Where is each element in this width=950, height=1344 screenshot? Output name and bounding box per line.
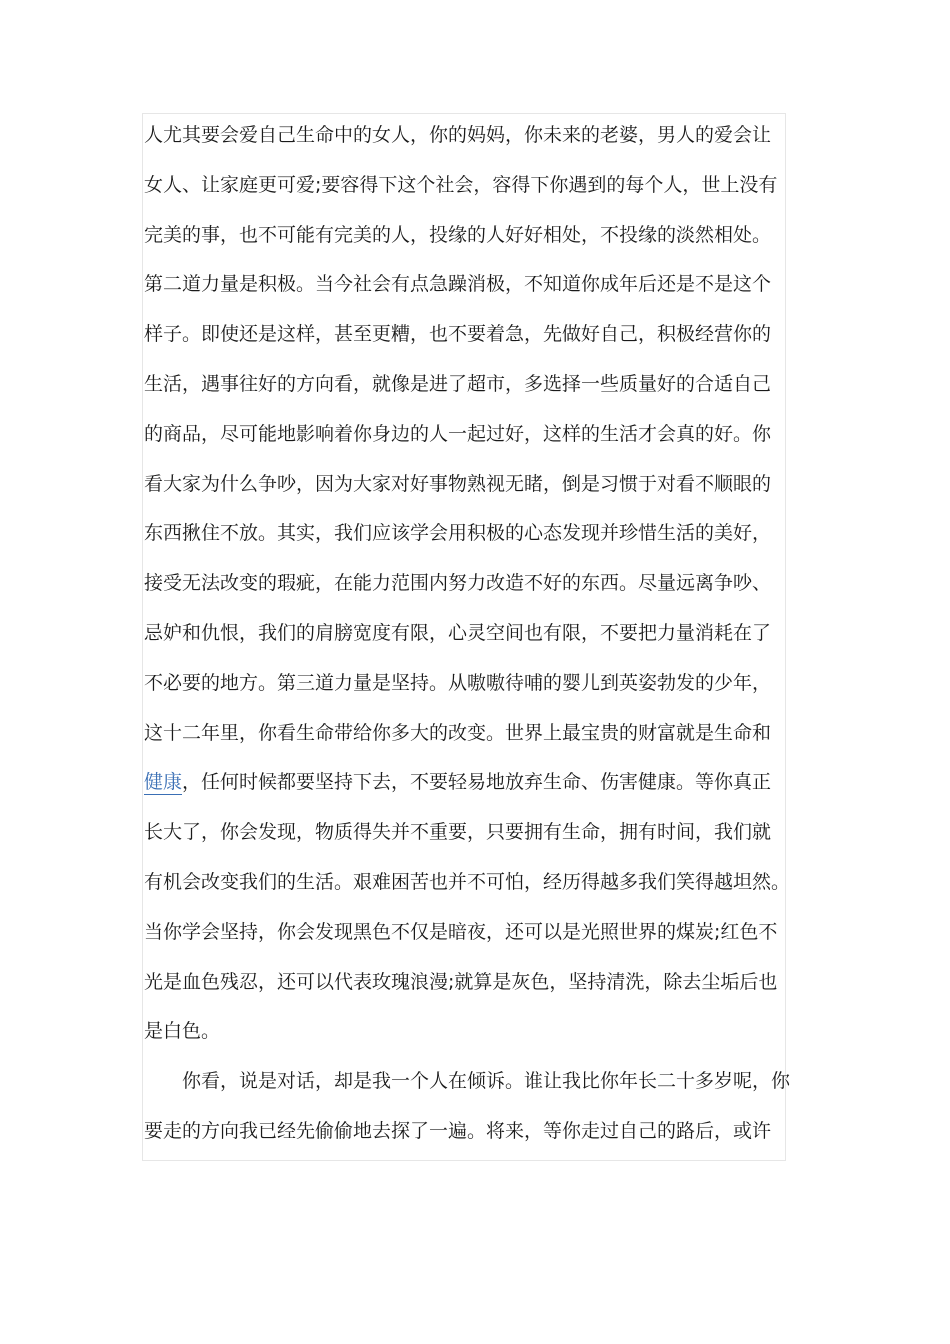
- text-line: 忌妒和仇恨，我们的肩膀宽度有限，心灵空间也有限，不要把力量消耗在了: [144, 621, 772, 644]
- text-line: 的商品，尽可能地影响着你身边的人一起过好，这样的生活才会真的好。你: [144, 422, 772, 445]
- text-line: 完美的事，也不可能有完美的人，投缘的人好好相处，不投缘的淡然相处。: [144, 223, 772, 246]
- text-line-rest: ，任何时候都要坚持下去，不要轻易地放弃生命、伤害健康。等你真正: [182, 771, 772, 794]
- health-link[interactable]: 健康: [144, 771, 183, 794]
- text-line-with-link: [144, 758, 784, 808]
- text-line: 第二道力量是积极。当今社会有点急躁消极，不知道你成年后还是不是这个: [144, 273, 772, 296]
- text-line: 看大家为什么争吵，因为大家对好事物熟视无睹，倒是习惯于对看不顺眼的: [144, 472, 772, 495]
- text-line: 样子。即使还是这样，甚至更糟，也不要着急，先做好自己，积极经营你的: [144, 323, 772, 346]
- text-line: 人尤其要会爱自己生命中的女人，你的妈妈，你未来的老婆，男人的爱会让: [144, 124, 772, 146]
- text-line: 当你学会坚持，你会发现黑色不仅是暗夜，还可以是光照世界的煤炭;红色不: [144, 920, 778, 943]
- text-line: 要走的方向我已经先偷偷地去探了一遍。将来，等你走过自己的路后，或许: [144, 1119, 772, 1142]
- text-line: 东西揪住不放。其实，我们应该学会用积极的心态发现并珍惜生活的美好，: [144, 522, 772, 545]
- text-line: 生活，遇事往好的方向看，就像是进了超市，多选择一些质量好的合适自己: [144, 372, 772, 395]
- text-line: 这十二年里，你看生命带给你多大的改变。世界上最宝贵的财富就是生命和: [144, 721, 772, 744]
- text-line: 光是血色残忍，还可以代表玫瑰浪漫;就算是灰色，坚持清洗，除去尘垢后也: [144, 970, 778, 993]
- text-line: 接受无法改变的瑕疵，在能力范围内努力改造不好的东西。尽量远离争吵、: [144, 572, 772, 595]
- document-body: [144, 111, 791, 1157]
- text-line: 是白色。: [144, 1020, 221, 1043]
- text-line: 有机会改变我们的生活。艰难困苦也并不可怕，经历得越多我们笑得越坦然。: [144, 870, 791, 893]
- text-line: 长大了，你会发现，物质得失并不重要，只要拥有生命，拥有时间，我们就: [144, 821, 772, 844]
- text-line: 女人、让家庭更可爱;要容得下这个社会，容得下你遇到的每个人，世上没有: [144, 173, 778, 196]
- text-line: 你看，说是对话，却是我一个人在倾诉。谁让我比你年长二十多岁呢，你: [144, 1070, 791, 1093]
- text-line: 不必要的地方。第三道力量是坚持。从嗷嗷待哺的婴儿到英姿勃发的少年，: [144, 671, 772, 694]
